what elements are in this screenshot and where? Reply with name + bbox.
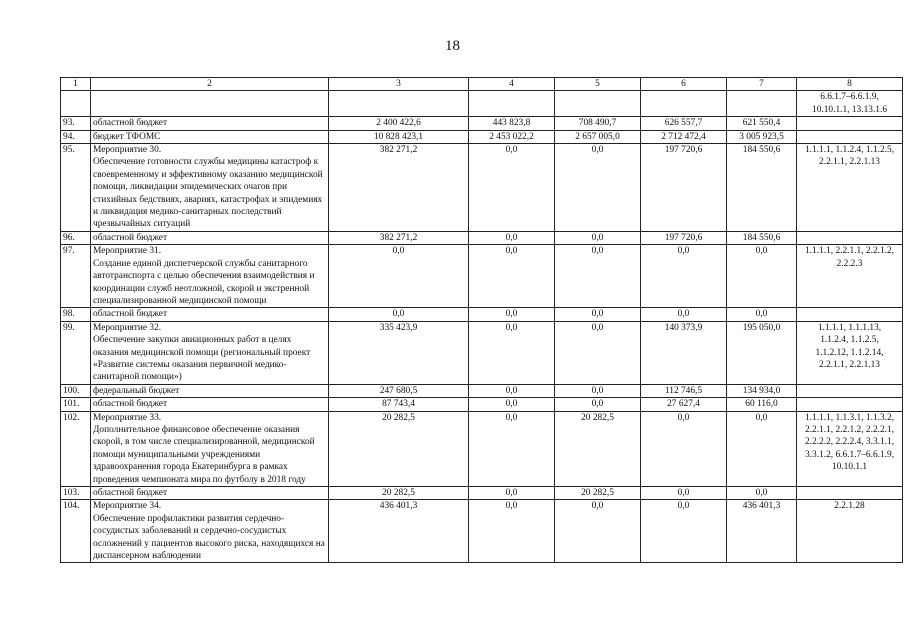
row-description [91,91,329,117]
value-cell: 0,0 [469,398,555,411]
target-codes [797,398,903,411]
row-description: областной бюджет [91,487,329,500]
value-cell: 0,0 [727,411,797,486]
value-cell: 0,0 [329,245,469,308]
row-number: 100. [61,384,91,397]
row-description: федеральный бюджет [91,384,329,397]
value-cell: 0,0 [555,398,641,411]
column-header: 2 [91,78,329,91]
value-cell: 0,0 [469,411,555,486]
row-number: 97. [61,245,91,308]
value-cell: 2 453 022,2 [469,130,555,143]
value-cell: 443 823,8 [469,117,555,130]
target-codes: 1.1.1.1, 2.2.1.1, 2.2.1.2, 2.2.2.3 [797,245,903,308]
value-cell: 0,0 [555,144,641,232]
value-cell: 0,0 [641,245,727,308]
value-cell: 20 282,5 [555,411,641,486]
value-cell: 112 746,5 [641,384,727,397]
value-cell: 0,0 [727,308,797,321]
value-cell: 0,0 [469,487,555,500]
value-cell: 60 116,0 [727,398,797,411]
value-cell: 20 282,5 [555,487,641,500]
value-cell: 0,0 [469,144,555,232]
table-row [61,117,903,130]
table-row [61,91,903,117]
value-cell: 195 050,0 [727,321,797,384]
table-row [61,245,903,308]
value-cell: 20 282,5 [329,411,469,486]
value-cell: 0,0 [555,231,641,244]
value-cell [329,91,469,117]
value-cell: 0,0 [641,308,727,321]
target-codes: 2.2.1.28 [797,500,903,563]
target-codes [797,384,903,397]
target-codes: 1.1.1.1, 1.1.2.4, 1.1.2.5, 2.2.1.1, 2.2.1.13 [797,144,903,232]
target-codes: 1.1.1.1, 1.1.3.1, 1.1.3.2, 2.2.1.1, 2.2.1.2, 2.2.2.1, 2.2.2.2, 2.2.2.4, 3.3.1.1, 3.3.1.2, 6.6.1.7–6.6.1.9, 10.10.1.1 [797,411,903,486]
value-cell: 0,0 [469,384,555,397]
value-cell: 0,0 [641,411,727,486]
value-cell: 197 720,6 [641,231,727,244]
value-cell: 2 657 005,0 [555,130,641,143]
value-cell: 20 282,5 [329,487,469,500]
row-number [61,91,91,117]
budget-table [60,77,903,563]
row-number: 96. [61,231,91,244]
value-cell: 0,0 [469,308,555,321]
table-row [61,384,903,397]
row-description: Мероприятие 30. Обеспечение готовности службы медицины катастроф к своевременному и эффективному оказанию медицинской помощи, ликвидации эпидемических очагов при стихийных бедствиях, авариях, катастрофах и эпидемиях и ликвидация медико-санитарных последствий чрезвычайных ситуаций [91,144,329,232]
value-cell: 335 423,9 [329,321,469,384]
target-codes: 1.1.1.1, 1.1.1.13, 1.1.2.4, 1.1.2.5, 1.1.2.12, 1.1.2.14, 2.2.1.1, 2.2.1.13 [797,321,903,384]
value-cell: 0,0 [641,500,727,563]
value-cell: 0,0 [641,487,727,500]
column-header: 5 [555,78,641,91]
value-cell: 197 720,6 [641,144,727,232]
value-cell: 382 271,2 [329,144,469,232]
value-cell: 247 680,5 [329,384,469,397]
value-cell: 184 550,6 [727,231,797,244]
value-cell: 10 828 423,1 [329,130,469,143]
value-cell: 0,0 [469,231,555,244]
row-description: областной бюджет [91,117,329,130]
value-cell: 0,0 [329,308,469,321]
value-cell: 436 401,3 [329,500,469,563]
target-codes [797,117,903,130]
row-number: 101. [61,398,91,411]
row-number: 104. [61,500,91,563]
value-cell: 621 550,4 [727,117,797,130]
value-cell: 0,0 [555,245,641,308]
value-cell: 184 550,6 [727,144,797,232]
row-description: областной бюджет [91,308,329,321]
column-header: 3 [329,78,469,91]
value-cell: 0,0 [727,245,797,308]
value-cell: 0,0 [555,308,641,321]
table-header-row [61,78,903,91]
table-row [61,130,903,143]
row-number: 102. [61,411,91,486]
row-description: Мероприятие 32. Обеспечение закупки авиационных работ в целях оказания медицинской помощи (региональный проект «Развитие системы оказания первичной медико-санитарной помощи») [91,321,329,384]
value-cell [469,91,555,117]
row-description: бюджет ТФОМС [91,130,329,143]
value-cell: 0,0 [555,321,641,384]
row-description: областной бюджет [91,231,329,244]
value-cell: 0,0 [727,487,797,500]
page-number: 18 [445,38,460,54]
column-header: 7 [727,78,797,91]
row-number: 99. [61,321,91,384]
value-cell: 87 743,4 [329,398,469,411]
target-codes [797,487,903,500]
row-number: 103. [61,487,91,500]
value-cell: 382 271,2 [329,231,469,244]
value-cell: 2 400 422,6 [329,117,469,130]
value-cell [641,91,727,117]
row-description: областной бюджет [91,398,329,411]
value-cell: 134 934,0 [727,384,797,397]
value-cell: 0,0 [469,321,555,384]
value-cell: 0,0 [469,245,555,308]
table-row [61,398,903,411]
table-row [61,231,903,244]
value-cell [555,91,641,117]
table-row [61,308,903,321]
table-row [61,321,903,384]
value-cell: 708 490,7 [555,117,641,130]
table-row [61,500,903,563]
value-cell: 3 005 923,5 [727,130,797,143]
row-number: 94. [61,130,91,143]
value-cell: 0,0 [555,500,641,563]
value-cell: 0,0 [469,500,555,563]
value-cell: 2 712 472,4 [641,130,727,143]
row-number: 98. [61,308,91,321]
table-row [61,487,903,500]
column-header: 1 [61,78,91,91]
column-header: 8 [797,78,903,91]
row-description: Мероприятие 33. Дополнительное финансовое обеспечение оказания скорой, в том числе специализированной, медицинской помощи муниципальными учреждениями здравоохранения города Екатеринбурга в рамках проведения чемпионата мира по футболу в 2018 году [91,411,329,486]
value-cell: 436 401,3 [727,500,797,563]
value-cell: 27 627,4 [641,398,727,411]
row-description: Мероприятие 31. Создание единой диспетчерской службы санитарного автотранспорта с целью обеспечения взаимодействия и координации служб неотложной, скорой и экстренной специализированной медицинской помощи [91,245,329,308]
value-cell [727,91,797,117]
value-cell: 0,0 [555,384,641,397]
row-number: 95. [61,144,91,232]
target-codes [797,308,903,321]
row-description: Мероприятие 34. Обеспечение профилактики развития сердечно-сосудистых заболеваний и сердечно-сосудистых осложнений у пациентов высокого риска, находящихся на диспансерном наблюдении [91,500,329,563]
table-row [61,411,903,486]
target-codes [797,130,903,143]
column-header: 6 [641,78,727,91]
value-cell: 626 557,7 [641,117,727,130]
value-cell: 140 373,9 [641,321,727,384]
target-codes [797,231,903,244]
table-row [61,144,903,232]
column-header: 4 [469,78,555,91]
row-number: 93. [61,117,91,130]
target-codes: 6.6.1.7–6.6.1.9, 10.10.1.1, 13.13.1.6 [797,91,903,117]
